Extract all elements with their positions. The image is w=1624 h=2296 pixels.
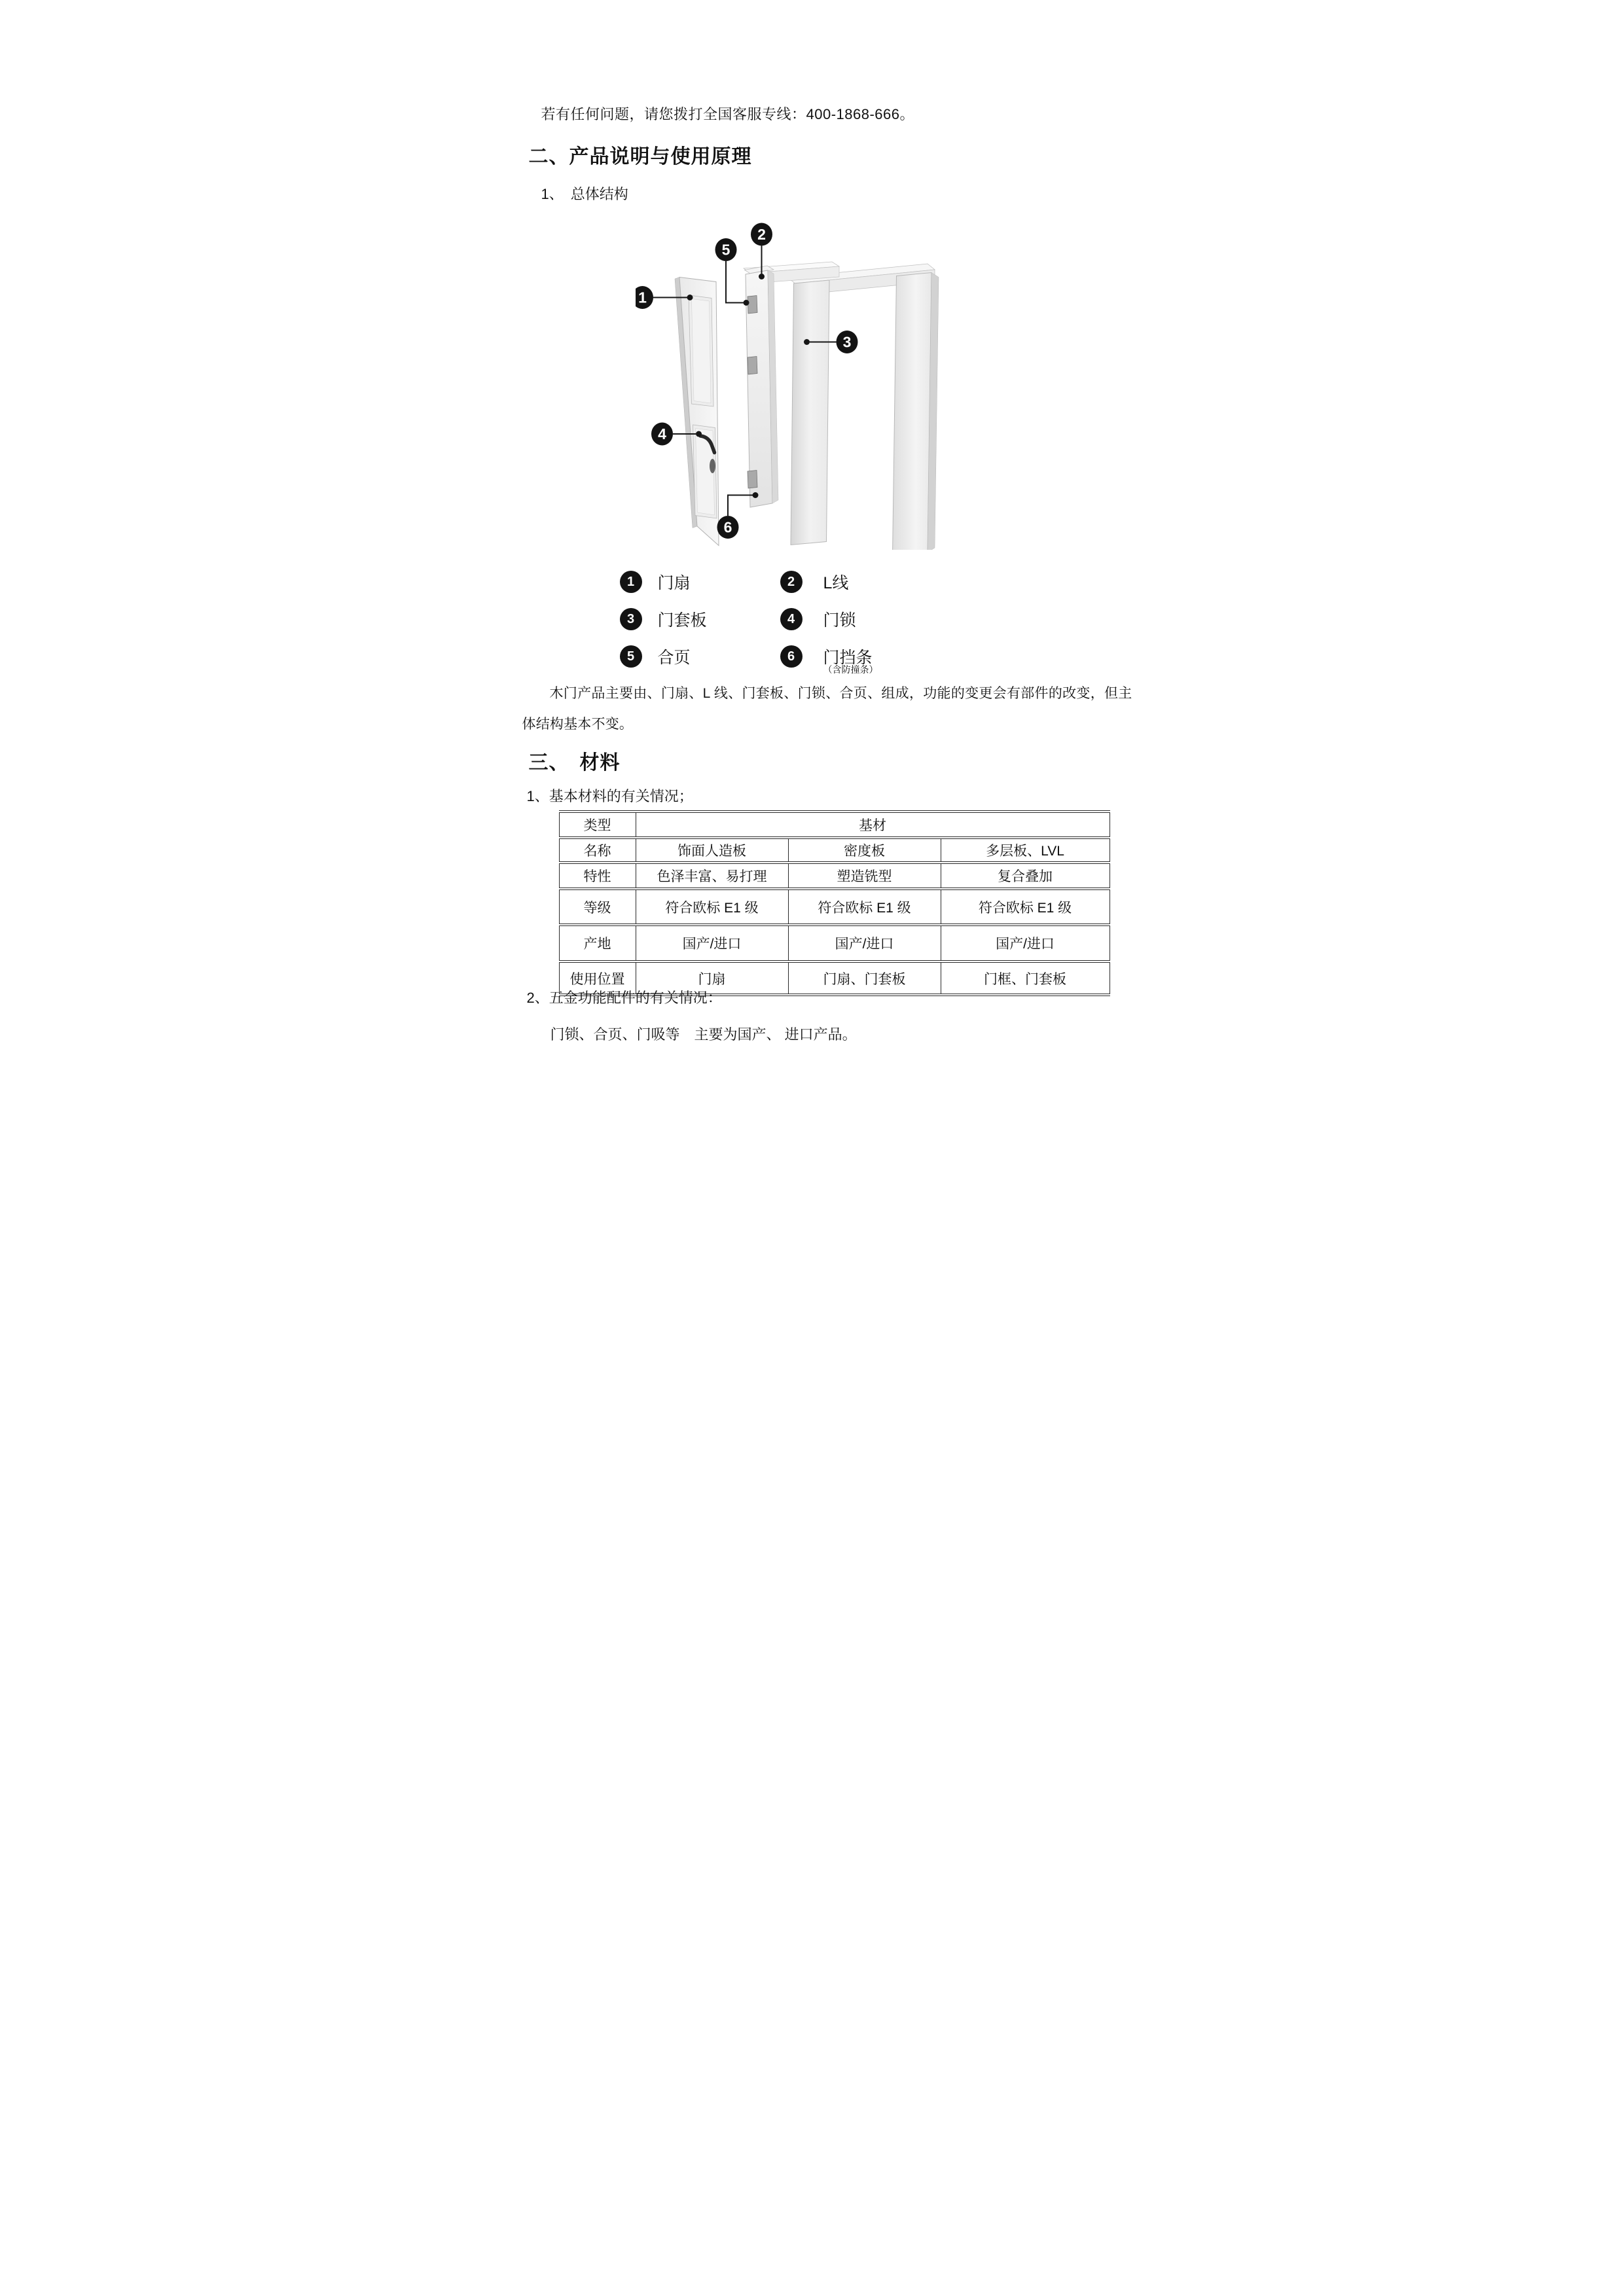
legend-item-l-line — [780, 570, 849, 594]
door-lock-body — [710, 459, 715, 473]
callout-number-4: 4 — [657, 425, 666, 442]
table-cell: 国产/进口 — [788, 925, 941, 961]
table-cell: 塑造铣型 — [788, 863, 941, 889]
hinge-bottom — [748, 471, 757, 489]
table-cell: 符合欧标 E1 级 — [636, 889, 788, 925]
table-row-grade — [559, 889, 1110, 925]
callout-dot-4 — [696, 431, 702, 437]
hinge-jamb — [744, 266, 778, 507]
legend-label-door-leaf: 门扇 — [657, 574, 691, 592]
frame-left-leg — [791, 280, 829, 545]
legend-badge-5: 5 — [620, 645, 642, 668]
door-frame — [787, 264, 939, 550]
table-cell: 门扇 — [636, 961, 788, 995]
section2-heading: 二、产品说明与使用原理 — [528, 146, 752, 168]
legend-item-door-leaf — [620, 570, 691, 594]
table-label-cell: 名称 — [559, 838, 636, 863]
callout-dot-2 — [759, 274, 765, 279]
door-leaf — [675, 278, 719, 546]
table-cell: 国产/进口 — [636, 925, 788, 961]
legend-item-door-stop — [780, 645, 878, 675]
legend-label-door-stop-text: 门挡条 — [823, 649, 873, 667]
callout-number-6: 6 — [723, 518, 732, 536]
table-label-cell: 等级 — [559, 889, 636, 925]
callout-number-1: 1 — [638, 289, 647, 306]
section3-subheading-1: 1、基本材料的有关情况； — [526, 788, 693, 804]
table-cell: 复合叠加 — [941, 863, 1110, 889]
table-cell: 门框、门套板 — [941, 961, 1110, 995]
hardware-note: 门锁、合页、门吸等 主要为国产、 进口产品。 — [550, 1026, 857, 1043]
legend-badge-4: 4 — [780, 608, 803, 630]
callout-dot-6 — [752, 492, 758, 498]
callout-dot-5 — [743, 300, 749, 306]
callout-dot-3 — [804, 339, 810, 345]
legend-label-l-line: L线 — [823, 574, 849, 592]
table-label-cell: 类型 — [559, 812, 636, 838]
legend-label-frame-board: 门套板 — [657, 611, 707, 630]
callout-number-3: 3 — [842, 333, 851, 351]
legend-label-door-stop — [823, 645, 878, 675]
door-structure-diagram — [636, 219, 950, 550]
frame-right-leg — [892, 273, 931, 550]
door-upper-panel-inner — [691, 299, 711, 404]
table-cell: 门扇、门套板 — [788, 961, 941, 995]
section2-subheading: 1、 总体结构 — [541, 186, 628, 202]
table-row-feature — [559, 863, 1110, 889]
table-row-type — [559, 812, 1110, 838]
materials-table — [559, 810, 1110, 996]
callout-number-2: 2 — [757, 226, 766, 243]
legend-badge-1: 1 — [620, 571, 642, 593]
table-row-origin — [559, 925, 1110, 961]
callout-line-5 — [726, 261, 744, 303]
table-cell: 基材 — [636, 812, 1110, 838]
hinge-middle — [748, 357, 757, 375]
table-cell: 饰面人造板 — [636, 838, 788, 863]
intro-line: 若有任何问题，请您拨打全国客服专线：400-1868-666。 — [541, 106, 915, 122]
structure-paragraph: 木门产品主要由、门扇、L 线、门套板、门锁、合页、组成，功能的变更会有部件的改变，但主体结构基本不变。 — [522, 686, 1132, 732]
legend-item-frame-board — [620, 607, 707, 631]
section3-subheading-2: 2、五金功能配件的有关情况： — [526, 990, 722, 1006]
table-cell: 密度板 — [788, 838, 941, 863]
callout-number-5: 5 — [721, 241, 730, 259]
hinge-top — [748, 296, 757, 314]
legend-item-lock — [780, 607, 856, 631]
table-cell: 色泽丰富、易打理 — [636, 863, 788, 889]
table-label-cell: 特性 — [559, 863, 636, 889]
table-cell: 国产/进口 — [941, 925, 1110, 961]
callout-dot-1 — [687, 295, 693, 300]
legend-item-hinge — [620, 645, 691, 668]
legend-badge-6: 6 — [780, 645, 803, 668]
document-page — [406, 0, 1218, 1148]
table-cell: 符合欧标 E1 级 — [941, 889, 1110, 925]
table-row-name — [559, 838, 1110, 863]
table-label-cell: 产地 — [559, 925, 636, 961]
table-label-cell: 使用位置 — [559, 961, 636, 995]
legend-badge-2: 2 — [780, 571, 803, 593]
legend-note-bumper-strip: （含防撞条） — [823, 664, 878, 675]
section3-heading: 三、 材料 — [528, 752, 621, 774]
legend-label-hinge: 合页 — [657, 649, 691, 667]
legend-badge-3: 3 — [620, 608, 642, 630]
table-cell: 多层板、LVL — [941, 838, 1110, 863]
callout-line-6 — [728, 495, 753, 516]
legend-label-lock: 门锁 — [823, 611, 856, 630]
table-cell: 符合欧标 E1 级 — [788, 889, 941, 925]
